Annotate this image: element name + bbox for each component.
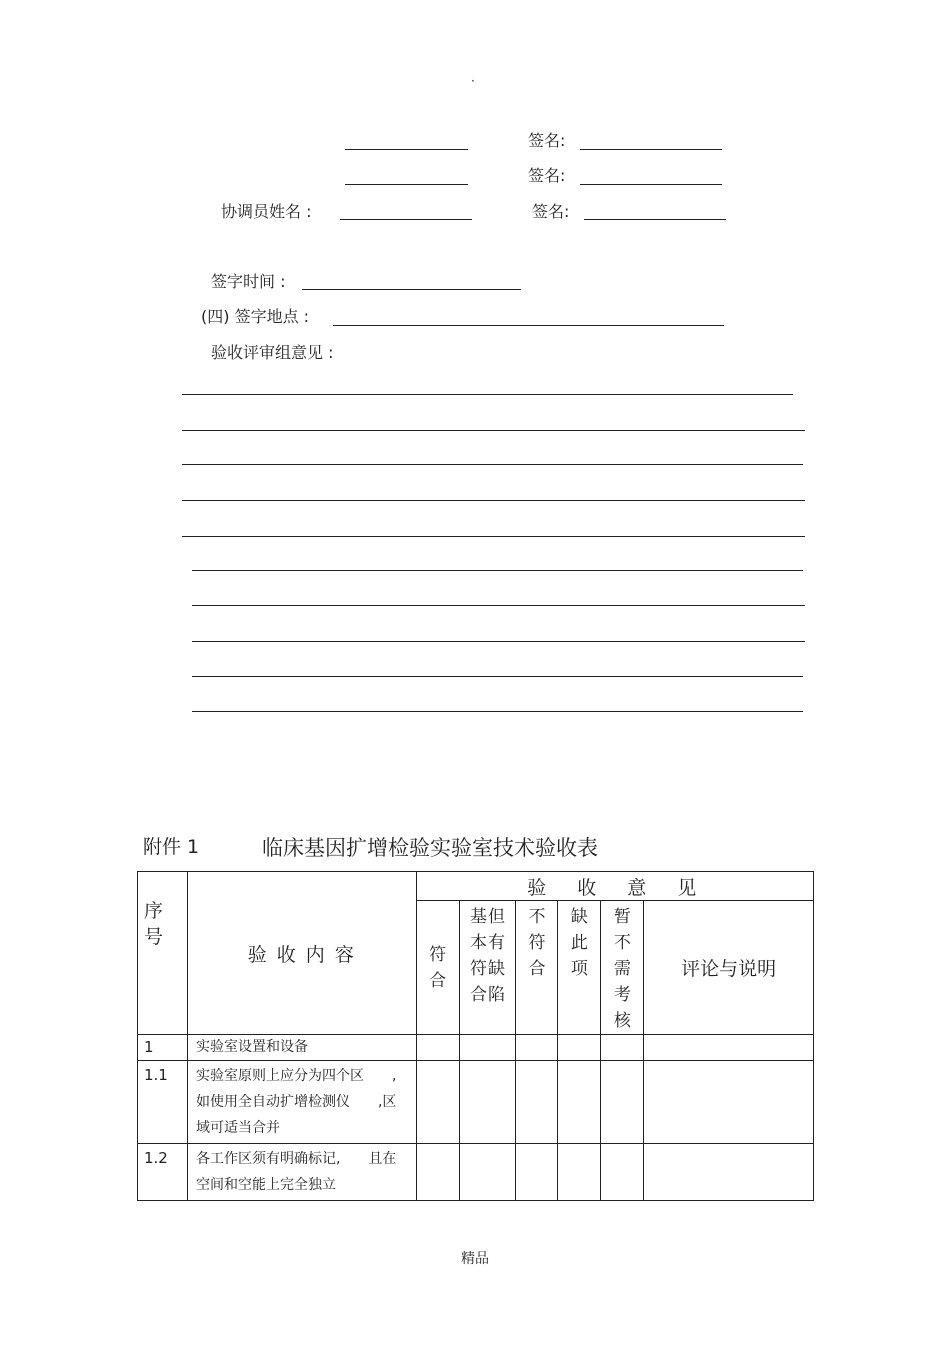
table-row	[138, 1061, 814, 1144]
row-cell	[644, 1144, 814, 1201]
opinion-line	[192, 676, 803, 677]
nonconform-header	[516, 901, 558, 1035]
row-no: 1.2	[138, 1144, 188, 1201]
seq-header-text: 序号	[144, 900, 164, 948]
opinion-line	[182, 430, 805, 431]
sign-label-2: 签名:	[528, 166, 566, 185]
opinion-line	[192, 605, 805, 606]
review-opinion-label: 验收评审组意见 :	[211, 343, 334, 362]
opinion-header	[416, 872, 813, 901]
row-content: 实验室设置和设备	[187, 1035, 416, 1061]
basic-conform-header	[459, 901, 516, 1035]
row-cell	[416, 1061, 459, 1144]
coordinator-line	[340, 219, 472, 220]
opinion-line	[192, 641, 805, 642]
opinion-line	[192, 570, 803, 571]
row-cell	[558, 1144, 601, 1201]
row-no: 1.1	[138, 1061, 188, 1144]
row-cell	[416, 1144, 459, 1201]
row-no: 1	[138, 1035, 188, 1061]
sign-line-2	[580, 184, 722, 185]
seq-header	[138, 872, 188, 1035]
row-cell	[459, 1144, 516, 1201]
row-cell	[459, 1061, 516, 1144]
sign-place-line	[333, 325, 724, 326]
row-cell	[644, 1061, 814, 1144]
comment-header	[644, 901, 814, 1035]
conform-header	[416, 901, 459, 1035]
row-cell	[558, 1035, 601, 1061]
row-cell	[558, 1061, 601, 1144]
comment-header-text: 评论与说明	[681, 958, 777, 980]
table-row	[138, 1144, 814, 1201]
row-cell	[416, 1035, 459, 1061]
opinion-header-text: 验 收 意 见	[527, 876, 703, 899]
skip-header-text: 暂不需考核	[613, 907, 631, 1031]
nonconform-header-text: 不符合	[528, 907, 546, 979]
sign-line-1	[580, 149, 722, 150]
row-cell	[601, 1144, 644, 1201]
name-line-2	[345, 184, 468, 185]
skip-header	[601, 901, 644, 1035]
row-cell	[601, 1035, 644, 1061]
sign-label-3: 签名:	[532, 202, 570, 221]
opinion-line	[182, 394, 793, 395]
opinion-line	[182, 464, 803, 465]
opinion-line	[192, 711, 803, 712]
row-content: 实验室原则上应分为四个区 ,如使用全自动扩增检测仪 ,区域可适当合并	[187, 1061, 416, 1144]
content-header	[187, 872, 416, 1035]
sign-time-line	[302, 289, 521, 290]
sign-line-3	[584, 219, 726, 220]
table-row	[138, 1035, 814, 1061]
defect-text: 但有缺陷	[488, 907, 505, 1005]
opinion-line	[182, 500, 805, 501]
row-cell	[516, 1144, 558, 1201]
sign-place-label: (四) 签字地点 :	[201, 307, 310, 326]
conform-header-text: 符合	[429, 944, 447, 991]
sign-time-label: 签字时间 :	[211, 272, 286, 291]
content-header-text: 验 收 内 容	[247, 943, 356, 966]
opinion-line	[182, 536, 805, 537]
row-cell	[644, 1035, 814, 1061]
annex-label: 附件 1	[143, 836, 200, 858]
acceptance-table	[137, 871, 814, 1201]
row-cell	[516, 1061, 558, 1144]
row-cell	[459, 1035, 516, 1061]
missing-header-text: 缺此项	[570, 907, 588, 979]
basic-conform-text: 基本符合	[470, 907, 487, 1005]
footer-text: 精品	[461, 1251, 489, 1267]
missing-header	[558, 901, 601, 1035]
header-dot: ·	[471, 74, 475, 88]
row-cell	[516, 1035, 558, 1061]
name-line-1	[345, 149, 468, 150]
row-content: 各工作区须有明确标记, 且在空间和空能上完全独立	[187, 1144, 416, 1201]
annex-title: 临床基因扩增检验实验室技术验收表	[262, 836, 598, 860]
row-cell	[601, 1061, 644, 1144]
sign-label-1: 签名:	[528, 131, 566, 150]
coordinator-label: 协调员姓名 :	[221, 202, 312, 221]
